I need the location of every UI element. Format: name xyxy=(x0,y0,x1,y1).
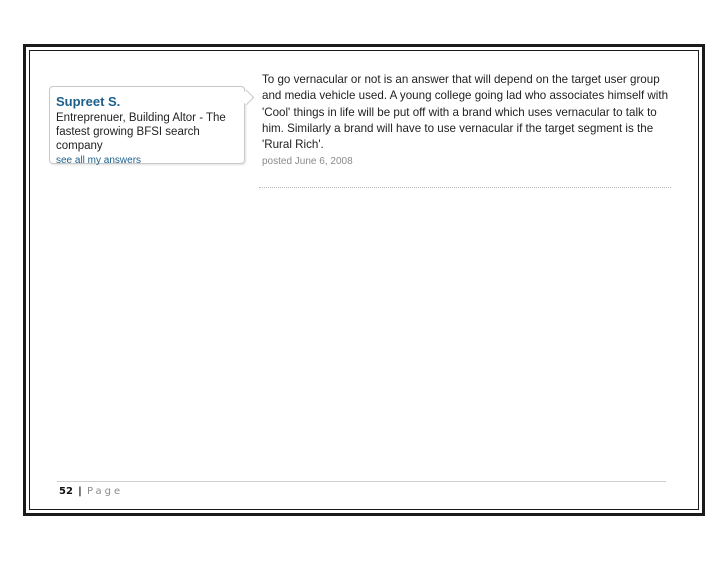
see-all-answers-link[interactable]: see all my answers xyxy=(56,155,142,166)
footer-separator: | xyxy=(78,486,82,497)
answer-text: To go vernacular or not is an answer that will depend on the target user group and media vehicle used. A young college going lad who associates himself with 'Cool' things in life will be put off with a brand which uses vernacular to talk to him. Similarly a brand will have to use vernacular if the target segment is the 'Rural Rich'. xyxy=(262,73,669,152)
posted-date: posted June 6, 2008 xyxy=(262,156,353,167)
page-label: Page xyxy=(86,486,124,497)
page-number: 52 xyxy=(59,486,73,497)
profile-name[interactable]: Supreet S. xyxy=(56,94,121,109)
profile-headline: Entreprenuer, Building Altor - The fastest growing BFSI search company xyxy=(56,112,226,152)
page-footer xyxy=(59,486,123,498)
answer-divider xyxy=(259,187,671,188)
footer-rule xyxy=(57,481,666,482)
profile-card xyxy=(49,86,245,164)
